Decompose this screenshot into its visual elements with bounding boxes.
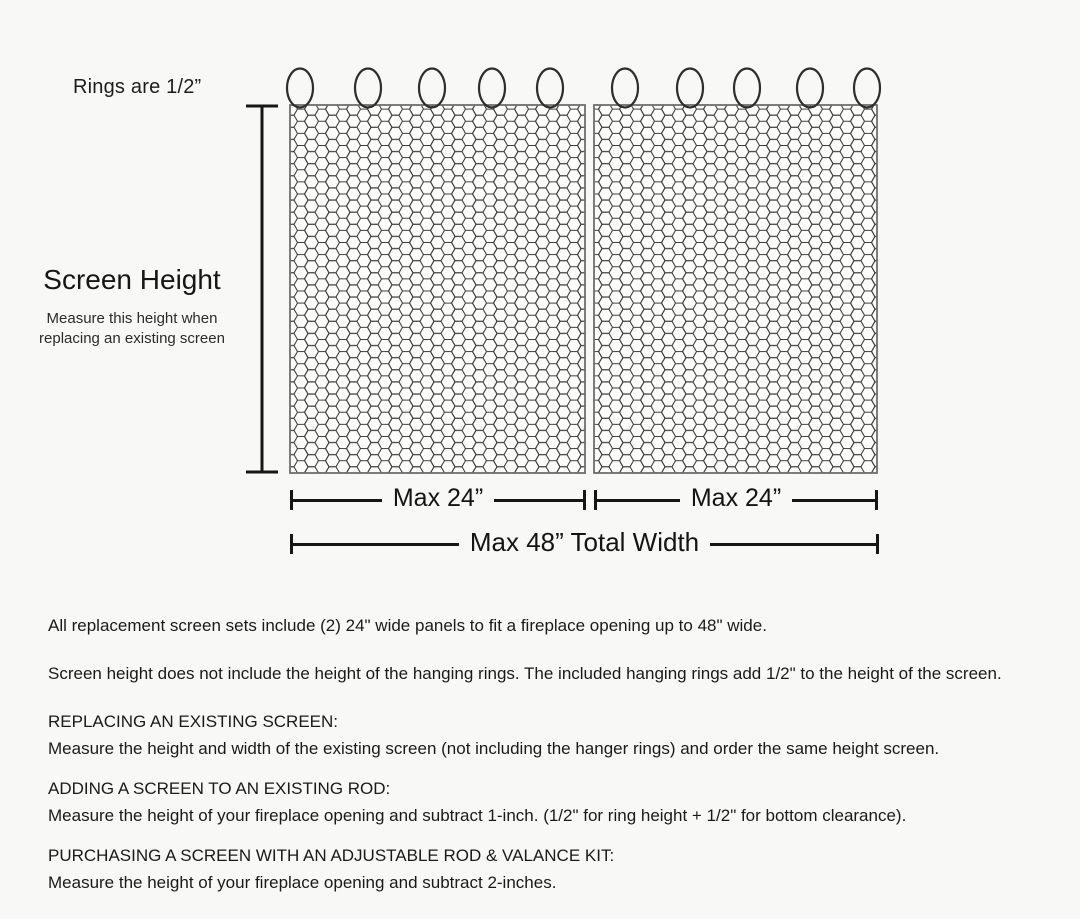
hanging-ring [677,69,703,108]
dimension-tick [876,534,879,554]
dimension-line [710,543,876,546]
dimension-total-width [290,526,879,558]
screen-panel-right [594,105,877,473]
rings-size-note: Rings are 1/2” [73,76,202,98]
dimension-tick [875,490,878,510]
note-section-body: Measure the height of your fireplace opening and subtract 2-inches. [48,873,557,892]
hanging-ring [479,69,505,108]
dimension-panel-left-width [290,483,586,514]
note-section-heading: PURCHASING A SCREEN WITH AN ADJUSTABLE ROD & VALANCE KIT: [48,846,615,865]
screen-height-dimension-line [246,106,278,472]
dimension-label: Max 48” Total Width [469,526,700,557]
dimension-line [293,499,382,502]
screen-height-subtitle-line2: replacing an existing screen [39,330,225,347]
hanging-rings-left [287,69,563,108]
dimension-label: Max 24” [690,483,782,512]
hanging-rings-right [612,69,880,108]
ordering-notes [48,615,1060,912]
note-section-replacing [48,711,1060,760]
note-ring-height: Screen height does not include the height of the hanging rings. The included hanging rings add 1/2" to the height of the screen. [48,664,1002,683]
dimension-panel-right-width [594,483,878,514]
hanging-ring [854,69,880,108]
note-section-body: Measure the height of your fireplace opening and subtract 1-inch. (1/2" for ring height + 1/2" for bottom clearance). [48,806,907,825]
hanging-ring [355,69,381,108]
hanging-ring [537,69,563,108]
dimension-line [494,499,583,502]
screen-height-subtitle-line1: Measure this height when [46,310,218,327]
dimension-line [597,499,680,502]
note-section-body: Measure the height and width of the existing screen (not including the hanger rings) and order the same height screen. [48,739,940,758]
dimension-line [293,543,459,546]
note-section-heading: ADDING A SCREEN TO AN EXISTING ROD: [48,779,391,798]
hanging-ring [419,69,445,108]
screen-height-title: Screen Height [43,264,221,295]
screen-height-label [20,264,244,349]
hanging-ring [797,69,823,108]
hanging-ring [612,69,638,108]
screen-panel-left [290,105,585,473]
note-section-heading: REPLACING AN EXISTING SCREEN: [48,712,339,731]
note-section-adding [48,778,1060,827]
dimension-tick [583,490,586,510]
dimension-label: Max 24” [392,483,484,512]
note-section-purchasing [48,845,1060,894]
hanging-ring [287,69,313,108]
hanging-ring [734,69,760,108]
note-intro: All replacement screen sets include (2) 24" wide panels to fit a fireplace opening up to 48" wide. [48,616,767,635]
dimension-line [792,499,875,502]
